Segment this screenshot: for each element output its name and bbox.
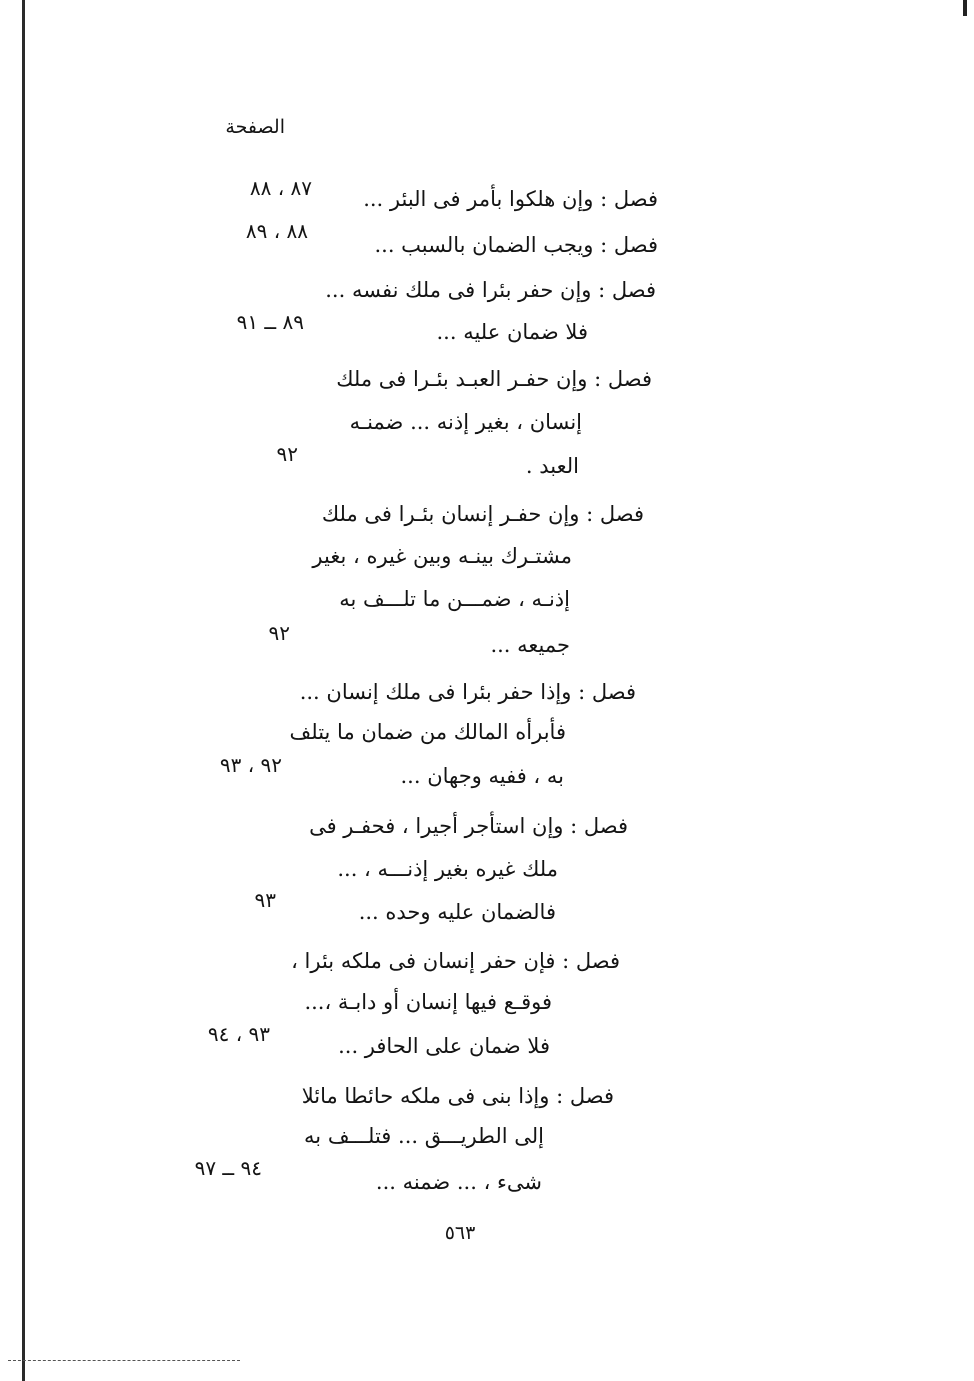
entry-3-line-2: فلا ضمان عليه ... [436, 320, 588, 344]
entry-8-pages: ٩٣ ، ٩٤ [207, 1022, 270, 1046]
entry-5-line-2: مشتـرك بينـه وبين غيره ، بغير [312, 544, 572, 568]
entry-9-pages: ٩٤ ــ ٩٧ [194, 1156, 262, 1180]
entry-6-line-1: فصل : وإذا حفر بئرا فى ملك إنسان ... [299, 680, 636, 704]
entry-8-line-2: فوقـع فيها إنسان أو دابـة ،... [304, 990, 552, 1014]
entry-6-line-2: فأبرأه المالك من ضمان ما يتلف [289, 720, 566, 744]
entry-5-pages: ٩٢ [268, 621, 290, 645]
entry-2-pages: ٨٨ ، ٨٩ [245, 219, 308, 243]
page-number: ٥٦٣ [444, 1222, 476, 1244]
entry-9-line-2: إلى الطريـــق ... فتلـــف به [304, 1124, 544, 1148]
entry-7-line-2: ملك غيره بغير إذنـــه ، ... [337, 857, 558, 881]
binding-edge-line [22, 0, 25, 1381]
entry-6-pages: ٩٢ ، ٩٣ [219, 753, 282, 777]
entry-3-pages: ٨٩ ــ ٩١ [236, 310, 304, 334]
entry-4-line-2: إنسان ، بغير إذنه ... ضمنـه [349, 410, 582, 434]
entry-5-line-1: فصل : وإن حفـر إنسان بئـرا فى ملك [321, 502, 644, 526]
entry-4-pages: ٩٢ [276, 442, 298, 466]
entry-2-line-1: فصل : ويجب الضمان بالسبب ... [374, 233, 658, 257]
top-edge-mark [963, 0, 967, 16]
entry-1-line-1: فصل : وإن هلكوا بأمر فى البئر ... [363, 187, 658, 211]
entry-6-line-3: به ، ففيه وجهان ... [400, 764, 564, 788]
entry-5-line-4: جميعه ... [490, 633, 570, 657]
entry-8-line-1: فصل : فإن حفر إنسان فى ملكه بئرا ، [291, 949, 620, 973]
entry-9-line-3: شىء ، ... ضمنه ... [375, 1170, 542, 1194]
entry-4-line-3: العبد . [525, 454, 579, 478]
entry-1-pages: ٨٧ ، ٨٨ [249, 176, 312, 200]
entry-7-line-3: فالضمان عليه وحده ... [358, 900, 556, 924]
entry-7-pages: ٩٣ [254, 888, 276, 912]
bottom-scan-rule [8, 1360, 240, 1361]
entry-4-line-1: فصل : وإن حفـر العبـد بئـرا فى ملك [336, 367, 652, 391]
entry-7-line-1: فصل : وإن استأجر أجيرا ، فحفـر فى [309, 814, 628, 838]
entry-9-line-1: فصل : وإذا بنى فى ملكه حائطا مائلا [301, 1084, 614, 1108]
entry-8-line-3: فلا ضمان على الحافر ... [338, 1034, 550, 1058]
page-column-header: الصفحة [225, 116, 285, 138]
entry-5-line-3: إذنـه ، ضمـــن ما تلـــف به [339, 587, 570, 611]
entry-3-line-1: فصل : وإن حفر بئرا فى ملك نفسه ... [325, 278, 656, 302]
